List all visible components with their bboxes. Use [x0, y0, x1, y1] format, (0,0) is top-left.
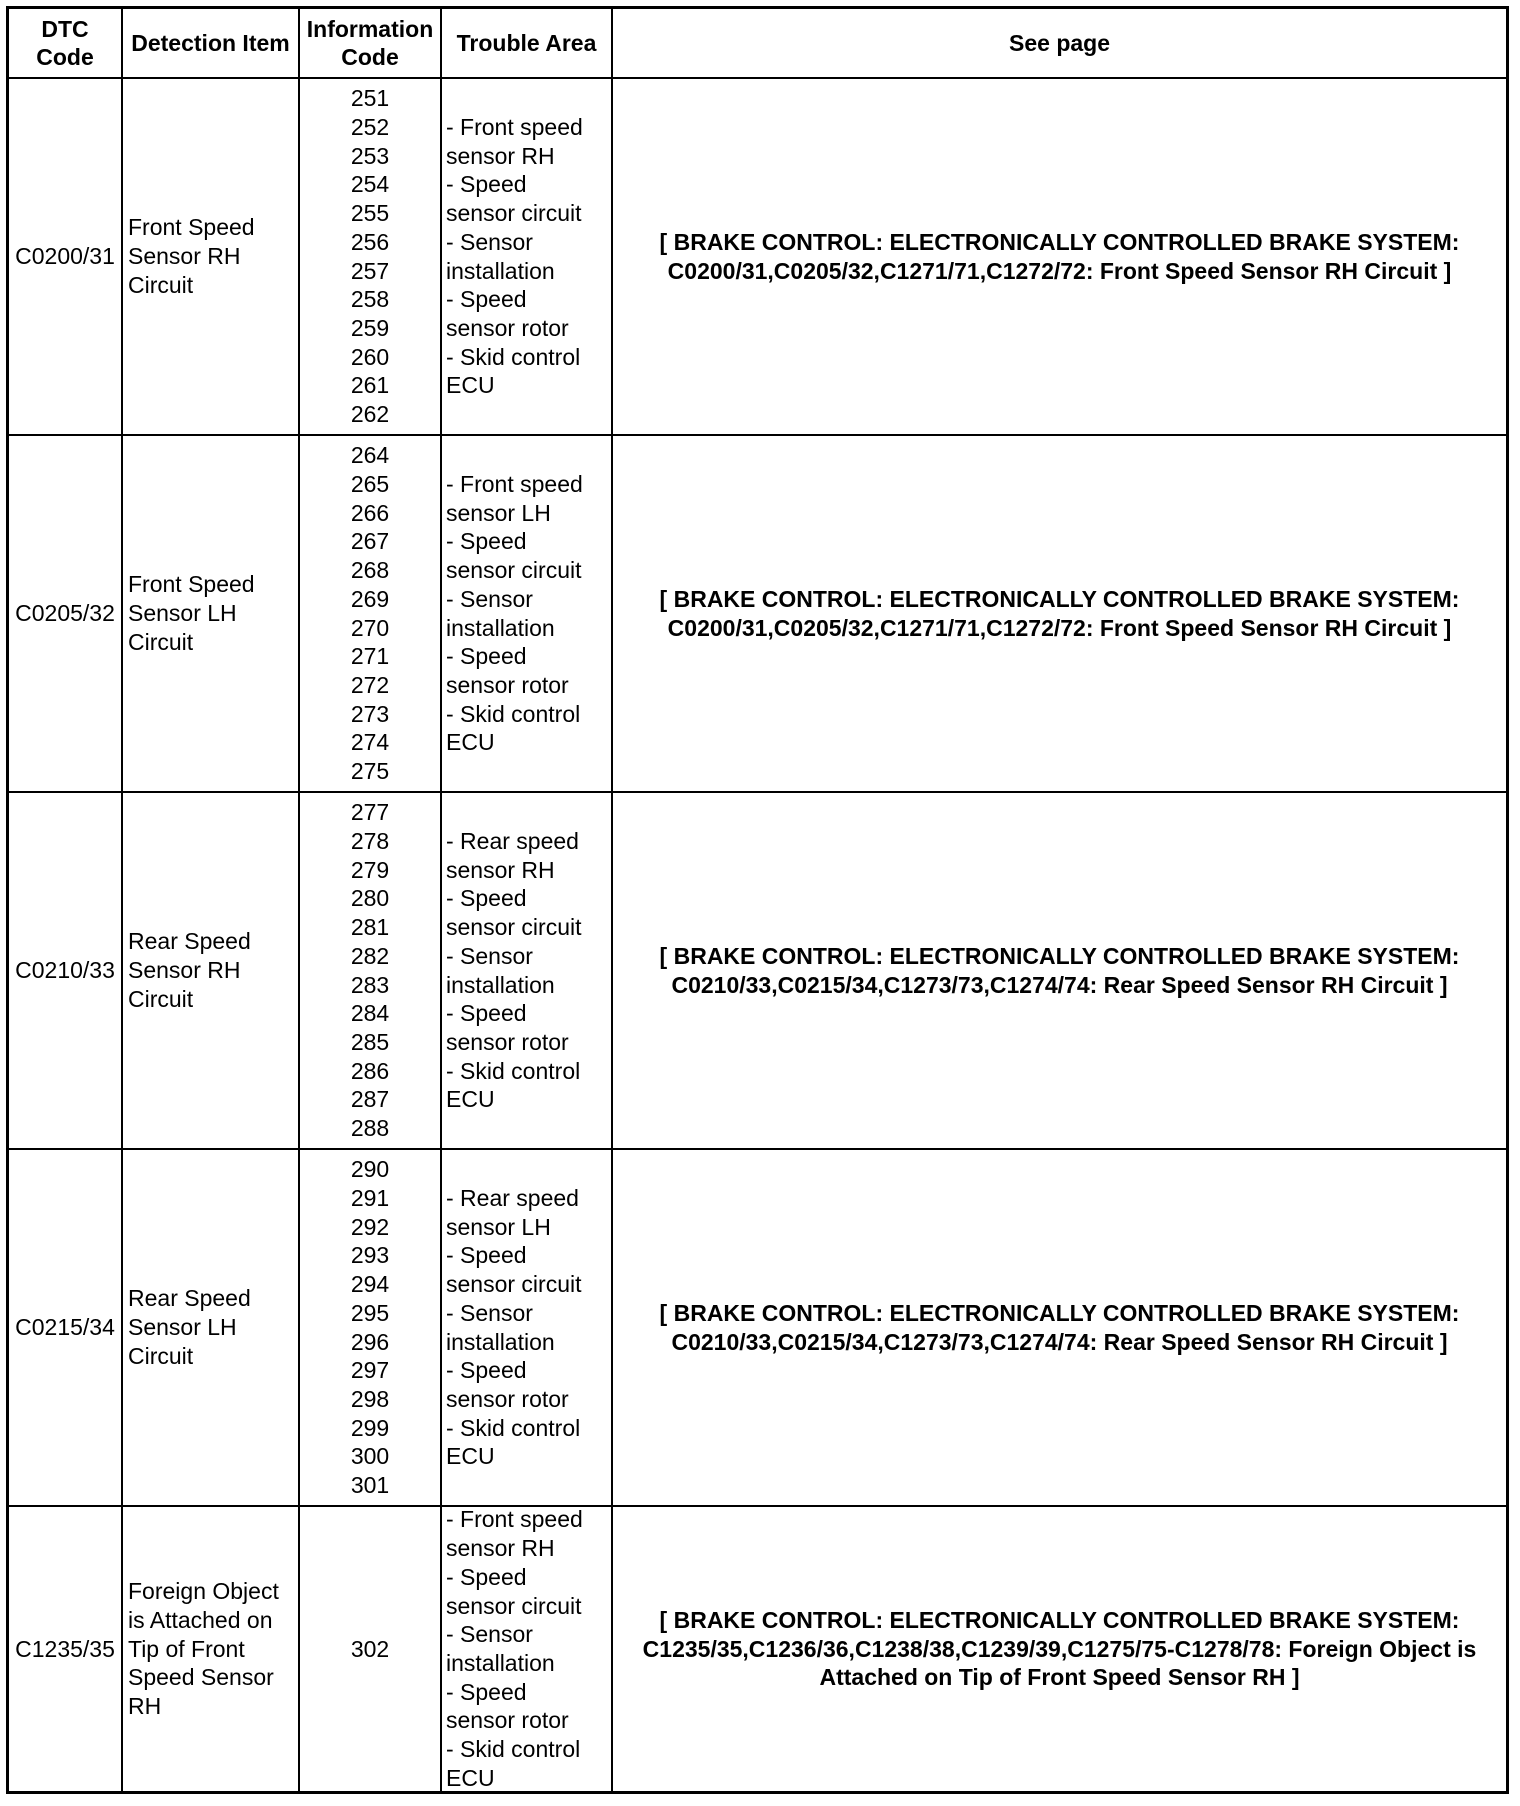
text-line: 255	[350, 200, 390, 227]
text-line: Tip of Front	[128, 1635, 245, 1662]
text-line: sensor rotor	[446, 1707, 569, 1734]
text-line: 257	[350, 257, 390, 284]
text-line: sensor circuit	[446, 557, 582, 584]
cell-trouble-area	[442, 79, 613, 436]
text-line: - Skid control	[446, 1736, 581, 1763]
text-line: - Speed	[446, 1678, 527, 1705]
text-line: - Speed	[446, 1357, 527, 1384]
cell-detection-item	[123, 436, 300, 793]
text-line: [ BRAKE CONTROL: ELECTRONICALLY CONTROLLED BRAKE SYSTEM:	[659, 1299, 1460, 1326]
text-line: 273	[350, 700, 390, 727]
text-line: See page	[1009, 30, 1110, 56]
text-line: - Front speed	[446, 1507, 583, 1533]
text-line: 300	[350, 1443, 390, 1470]
text-line: 267	[350, 528, 390, 555]
text-line: sensor LH	[446, 499, 551, 526]
dtc-code-text: C0205/32	[15, 600, 115, 627]
text-line: 266	[350, 499, 390, 526]
cell-detection-item	[123, 793, 300, 1150]
text-line: - Rear speed	[446, 827, 579, 854]
text-line: - Speed	[446, 1000, 527, 1027]
text-line: - Speed	[446, 286, 527, 313]
text-line: Detection Item	[131, 30, 290, 56]
text-line: - Sensor	[446, 228, 533, 255]
text-line: Circuit	[128, 271, 194, 298]
text-line: - Skid control	[446, 700, 581, 727]
cell-trouble-area	[442, 1507, 613, 1791]
text-line: 274	[350, 729, 390, 756]
text-line: installation	[446, 1328, 555, 1355]
text-line: 293	[350, 1242, 390, 1269]
text-line: Circuit	[128, 628, 194, 655]
text-line: Attached on Tip of Front Speed Sensor RH ]	[819, 1664, 1300, 1691]
text-line: C1235/35,C1236/36,C1238/38,C1239/39,C1275/75-C1278/78: Foreign Object is	[642, 1635, 1477, 1662]
text-line: 294	[350, 1271, 390, 1298]
text-line: 298	[350, 1385, 390, 1412]
cell-see-page	[613, 79, 1506, 436]
text-line: 260	[350, 343, 390, 370]
text-line: - Speed	[446, 171, 527, 198]
cell-see-page	[613, 1150, 1506, 1507]
text-line: RH	[128, 1693, 162, 1720]
text-line: Sensor LH	[128, 1314, 237, 1341]
header-see-page	[613, 9, 1506, 79]
text-line: Rear Speed	[128, 928, 251, 955]
text-line: sensor rotor	[446, 1028, 569, 1055]
dtc-code-text: C0200/31	[15, 243, 115, 270]
text-line: 259	[350, 314, 390, 341]
text-line: 254	[350, 171, 390, 198]
text-line: - Speed	[446, 1242, 527, 1269]
text-line: 279	[350, 856, 390, 883]
cell-dtc-code	[9, 79, 123, 436]
text-line: installation	[446, 971, 555, 998]
text-line: installation	[446, 614, 555, 641]
text-line: - Skid control	[446, 1057, 581, 1084]
dtc-code-text: C0210/33	[15, 957, 115, 984]
text-line: ECU	[446, 1443, 495, 1470]
text-line: 299	[350, 1414, 390, 1441]
text-line: 256	[350, 228, 390, 255]
cell-information-code	[300, 79, 442, 436]
text-line: Rear Speed	[128, 1285, 251, 1312]
header-detection-item	[123, 9, 300, 79]
dtc-code-text: C0215/34	[15, 1314, 115, 1341]
text-line: Front Speed	[128, 571, 255, 598]
text-line: 253	[350, 142, 390, 169]
text-line: [ BRAKE CONTROL: ELECTRONICALLY CONTROLLED BRAKE SYSTEM:	[659, 942, 1460, 969]
text-line: - Sensor	[446, 1299, 533, 1326]
text-line: 278	[350, 827, 390, 854]
text-line: 282	[350, 942, 390, 969]
text-line: sensor rotor	[446, 1385, 569, 1412]
header-dtc-code	[9, 9, 123, 79]
text-line: 296	[350, 1328, 390, 1355]
text-line: - Rear speed	[446, 1184, 579, 1211]
cell-information-code	[300, 793, 442, 1150]
cell-trouble-area	[442, 793, 613, 1150]
text-line: installation	[446, 1650, 555, 1676]
text-line: 275	[350, 758, 390, 785]
text-line: Foreign Object	[128, 1578, 279, 1605]
text-line: Circuit	[128, 1342, 194, 1369]
text-line: 272	[350, 671, 390, 698]
text-line: installation	[446, 257, 555, 284]
text-line: sensor circuit	[446, 1592, 582, 1619]
text-line: 251	[350, 85, 390, 112]
cell-detection-item	[123, 1507, 300, 1791]
cell-trouble-area	[442, 1150, 613, 1507]
text-line: 301	[350, 1472, 390, 1499]
text-line: sensor RH	[446, 1535, 555, 1562]
text-line: 292	[350, 1213, 390, 1240]
text-line: Information	[306, 16, 434, 42]
text-line: Front Speed	[128, 214, 255, 241]
text-line: - Speed	[446, 643, 527, 670]
cell-see-page	[613, 793, 1506, 1150]
text-line: C0210/33,C0215/34,C1273/73,C1274/74: Rear Speed Sensor RH Circuit ]	[671, 1328, 1448, 1355]
text-line: 287	[350, 1086, 390, 1113]
cell-dtc-code	[9, 1150, 123, 1507]
text-line: 258	[350, 286, 390, 313]
text-line: 265	[350, 470, 390, 497]
cell-information-code	[300, 1150, 442, 1507]
cell-detection-item	[123, 79, 300, 436]
text-line: [ BRAKE CONTROL: ELECTRONICALLY CONTROLLED BRAKE SYSTEM:	[659, 585, 1460, 612]
text-line: - Sensor	[446, 585, 533, 612]
text-line: sensor LH	[446, 1213, 551, 1240]
text-line: - Skid control	[446, 1414, 581, 1441]
text-line: Code	[36, 44, 94, 70]
text-line: 269	[350, 585, 390, 612]
text-line: - Speed	[446, 528, 527, 555]
text-line: Code	[341, 44, 399, 70]
text-line: 264	[350, 442, 390, 469]
cell-dtc-code	[9, 1507, 123, 1791]
text-line: 295	[350, 1299, 390, 1326]
text-line: ECU	[446, 372, 495, 399]
text-line: is Attached on	[128, 1606, 273, 1633]
text-line: - Front speed	[446, 113, 583, 140]
text-line: 285	[350, 1028, 390, 1055]
cell-information-code	[300, 436, 442, 793]
text-line: 288	[350, 1115, 390, 1142]
text-line: sensor rotor	[446, 314, 569, 341]
header-information-code	[300, 9, 442, 79]
text-line: sensor circuit	[446, 200, 582, 227]
cell-see-page	[613, 436, 1506, 793]
text-line: Sensor LH	[128, 600, 237, 627]
text-line: - Sensor	[446, 942, 533, 969]
text-line: Sensor RH	[128, 957, 241, 984]
text-line: - Sensor	[446, 1621, 533, 1648]
text-line: ECU	[446, 1764, 495, 1791]
text-line: Sensor RH	[128, 243, 241, 270]
text-line: [ BRAKE CONTROL: ELECTRONICALLY CONTROLLED BRAKE SYSTEM:	[659, 1606, 1460, 1633]
text-line: Trouble Area	[456, 30, 597, 56]
text-line: 281	[350, 914, 390, 941]
header-trouble-area	[442, 9, 613, 79]
text-line: 283	[350, 971, 390, 998]
cell-trouble-area	[442, 436, 613, 793]
text-line: - Skid control	[446, 343, 581, 370]
text-line: sensor RH	[446, 856, 555, 883]
text-line: ECU	[446, 1086, 495, 1113]
text-line: Circuit	[128, 985, 194, 1012]
text-line: 291	[350, 1184, 390, 1211]
text-line: 270	[350, 614, 390, 641]
text-line: 302	[350, 1635, 390, 1662]
text-line: sensor circuit	[446, 914, 582, 941]
text-line: 261	[350, 372, 390, 399]
cell-dtc-code	[9, 793, 123, 1150]
text-line: 268	[350, 557, 390, 584]
text-line: 262	[350, 401, 390, 428]
text-line: C0210/33,C0215/34,C1273/73,C1274/74: Rear Speed Sensor RH Circuit ]	[671, 971, 1448, 998]
text-line: sensor RH	[446, 142, 555, 169]
text-line: 290	[350, 1156, 390, 1183]
text-line: 277	[350, 799, 390, 826]
cell-detection-item	[123, 1150, 300, 1507]
text-line: 297	[350, 1357, 390, 1384]
cell-see-page	[613, 1507, 1506, 1791]
text-line: - Speed	[446, 1563, 527, 1590]
dtc-code-text: C1235/35	[15, 1635, 115, 1662]
text-line: 280	[350, 885, 390, 912]
text-line: sensor rotor	[446, 671, 569, 698]
dtc-table	[6, 6, 1509, 1794]
text-line: sensor circuit	[446, 1271, 582, 1298]
text-line: C0200/31,C0205/32,C1271/71,C1272/72: Front Speed Sensor RH Circuit ]	[667, 614, 1452, 641]
text-line: 252	[350, 113, 390, 140]
text-line: 271	[350, 643, 390, 670]
text-line: [ BRAKE CONTROL: ELECTRONICALLY CONTROLLED BRAKE SYSTEM:	[659, 228, 1460, 255]
cell-information-code	[300, 1507, 442, 1791]
text-line: - Speed	[446, 885, 527, 912]
text-line: DTC	[41, 16, 89, 42]
text-line: 286	[350, 1057, 390, 1084]
text-line: 284	[350, 1000, 390, 1027]
text-line: - Front speed	[446, 470, 583, 497]
text-line: Speed Sensor	[128, 1664, 274, 1691]
cell-dtc-code	[9, 436, 123, 793]
text-line: ECU	[446, 729, 495, 756]
text-line: C0200/31,C0205/32,C1271/71,C1272/72: Front Speed Sensor RH Circuit ]	[667, 257, 1452, 284]
